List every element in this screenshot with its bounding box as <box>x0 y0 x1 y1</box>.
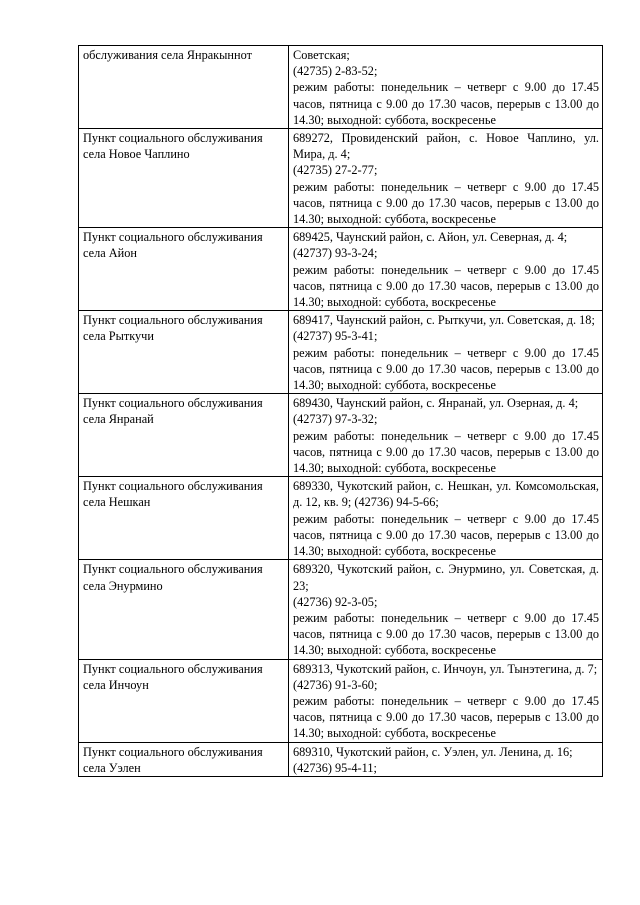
table-row <box>79 742 603 776</box>
point-schedule: режим работы: понедельник – четверг с 9.00 до 17.45 часов, пятница с 9.00 до 17.30 часов, перерыв с 13.00 до 14.30; выходной: суббота, воскресенье <box>293 262 599 310</box>
point-schedule: режим работы: понедельник – четверг с 9.00 до 17.45 часов, пятница с 9.00 до 17.30 часов, перерыв с 13.00 до 14.30; выходной: суббота, воскресенье <box>293 693 599 741</box>
point-address: 689430, Чаунский район, с. Янранай, ул. Озерная, д. 4; <box>293 396 579 411</box>
table-row <box>79 394 603 477</box>
point-phone: (42737) 97-3-32; <box>293 412 378 427</box>
point-phone: (42736) 92-3-05; <box>293 594 378 609</box>
point-info <box>289 394 603 477</box>
point-name: Пункт социального обслуживания села Новое Чаплино <box>79 129 289 228</box>
point-info <box>289 46 603 129</box>
point-name: Пункт социального обслуживания села Айон <box>79 228 289 311</box>
point-schedule: режим работы: понедельник – четверг с 9.00 до 17.45 часов, пятница с 9.00 до 17.30 часов, перерыв с 13.00 до 14.30; выходной: суббота, воскресенье <box>293 428 599 476</box>
social-service-points-table <box>78 45 603 777</box>
point-info <box>289 477 603 560</box>
point-phone: (42735) 27-2-77; <box>293 163 378 178</box>
point-address: 689313, Чукотский район, с. Инчоун, ул. Тынэтегина, д. 7; <box>293 661 598 676</box>
table-row <box>79 659 603 742</box>
table-row <box>79 129 603 228</box>
point-info <box>289 129 603 228</box>
point-phone: (42736) 95-4-11; <box>293 760 377 775</box>
point-schedule: режим работы: понедельник – четверг с 9.00 до 17.45 часов, пятница с 9.00 до 17.30 часов, перерыв с 13.00 до 14.30; выходной: суббота, воскресенье <box>293 345 599 393</box>
point-name: Пункт социального обслуживания села Энурмино <box>79 560 289 659</box>
point-address: Советская; <box>293 48 350 62</box>
point-address: 689330, Чукотский район, с. Нешкан, ул. Комсомольская, д. 12, кв. 9; (42736) 94-5-66; <box>293 479 599 510</box>
point-name: Пункт социального обслуживания села Нешкан <box>79 477 289 560</box>
table-row <box>79 477 603 560</box>
point-phone: (42737) 95-3-41; <box>293 329 378 344</box>
point-name: Пункт социального обслуживания села Янранай <box>79 394 289 477</box>
point-phone: (42735) 2-83-52; <box>293 64 378 79</box>
point-address: 689425, Чаунский район, с. Айон, ул. Северная, д. 4; <box>293 230 568 245</box>
point-phone: (42737) 93-3-24; <box>293 246 378 261</box>
point-info <box>289 659 603 742</box>
point-info <box>289 228 603 311</box>
point-address: 689310, Чукотский район, с. Уэлен, ул. Ленина, д. 16; <box>293 744 573 759</box>
point-schedule: режим работы: понедельник – четверг с 9.00 до 17.45 часов, пятница с 9.00 до 17.30 часов, перерыв с 13.00 до 14.30; выходной: суббота, воскресенье <box>293 511 599 559</box>
point-schedule: режим работы: понедельник – четверг с 9.00 до 17.45 часов, пятница с 9.00 до 17.30 часов, перерыв с 13.00 до 14.30; выходной: суббота, воскресенье <box>293 179 599 227</box>
point-phone: (42736) 91-3-60; <box>293 677 378 692</box>
point-schedule: режим работы: понедельник – четверг с 9.00 до 17.45 часов, пятница с 9.00 до 17.30 часов, перерыв с 13.00 до 14.30; выходной: суббота, воскресенье <box>293 80 599 127</box>
point-name: Пункт социального обслуживания села Рыткучи <box>79 311 289 394</box>
table-row <box>79 560 603 659</box>
point-name: Пункт социального обслуживания села Уэлен <box>79 742 289 776</box>
table-row <box>79 46 603 129</box>
point-info <box>289 311 603 394</box>
table-row <box>79 228 603 311</box>
point-address: 689320, Чукотский район, с. Энурмино, ул. Советская, д. 23; <box>293 562 599 593</box>
point-info <box>289 560 603 659</box>
point-name: Пункт социального обслуживания села Инчоун <box>79 659 289 742</box>
point-schedule: режим работы: понедельник – четверг с 9.00 до 17.45 часов, пятница с 9.00 до 17.30 часов, перерыв с 13.00 до 14.30; выходной: суббота, воскресенье <box>293 610 599 658</box>
point-address: 689272, Провиденский район, с. Новое Чаплино, ул. Мира, д. 4; <box>293 131 599 162</box>
table-row <box>79 311 603 394</box>
point-address: 689417, Чаунский район, с. Рыткучи, ул. Советская, д. 18; <box>293 313 595 328</box>
point-name: обслуживания села Янракыннот <box>79 46 289 129</box>
point-info <box>289 742 603 776</box>
